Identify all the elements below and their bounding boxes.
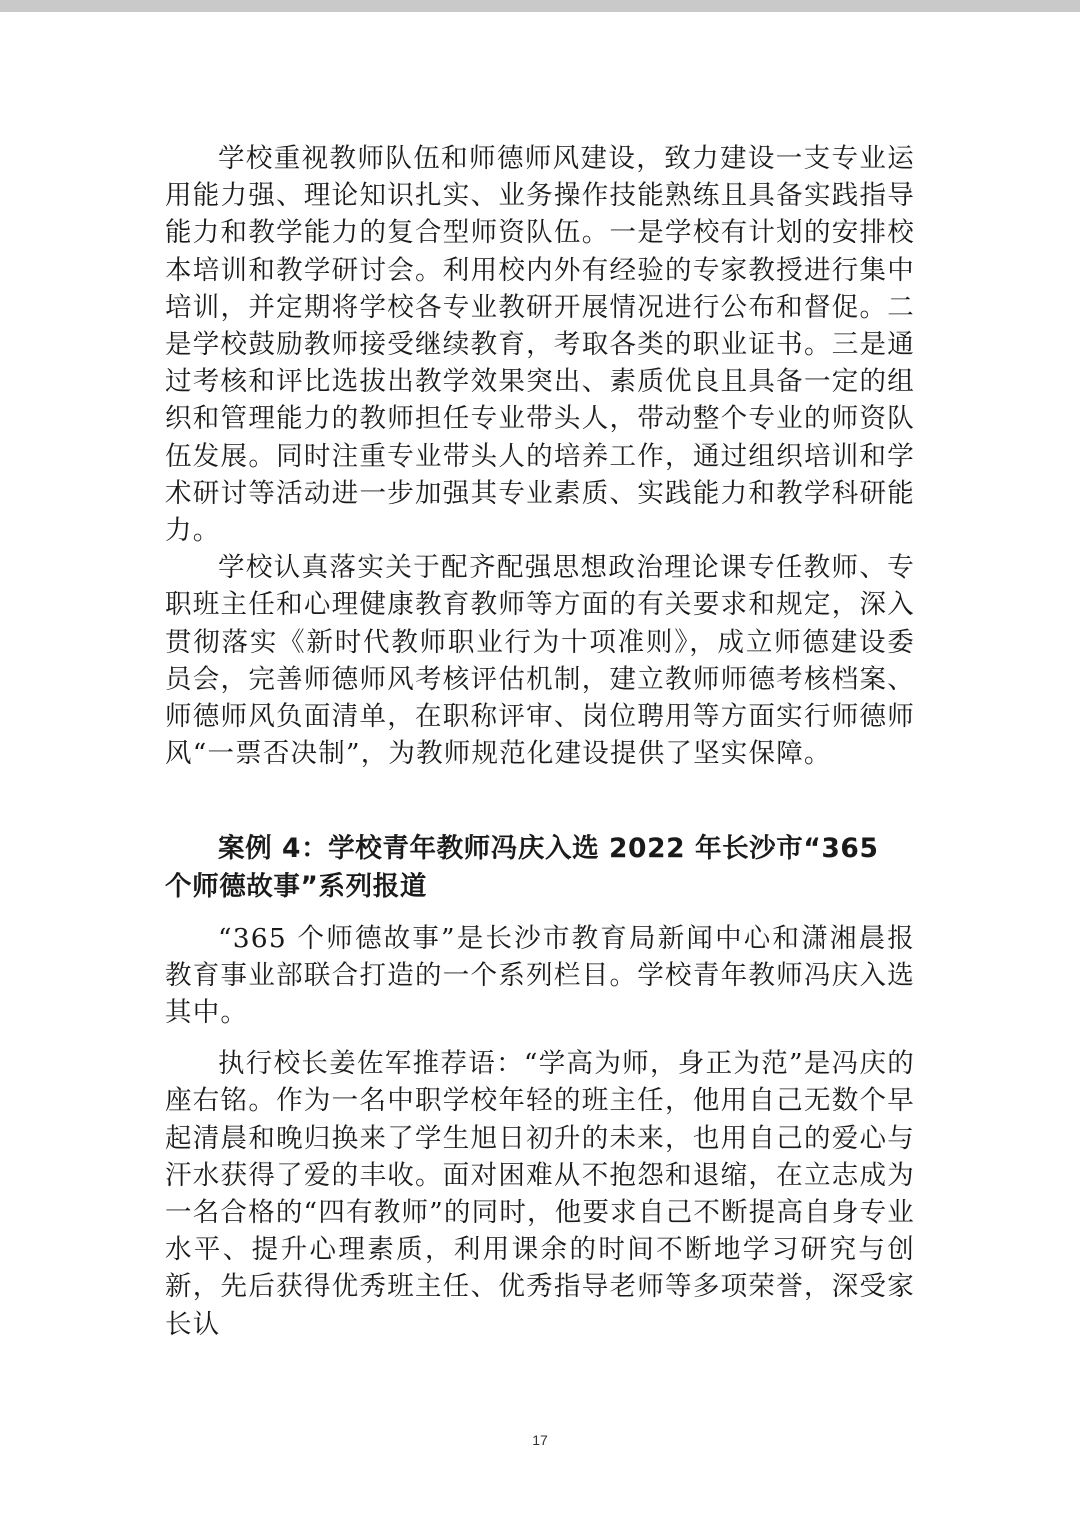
paragraph-ethics-requirements: 学校认真落实关于配齐配强思想政治理论课专任教师、专职班主任和心理健康教育教师等方面的有关要求和规定，深入贯彻落实《新时代教师职业行为十项准则》，成立师德建设委员会，完善师德师风考核评估机制，建立教师师德考核档案、师德师风负面清单，在职称评审、岗位聘用等方面实行师德师风“一票否决制”，为教师规范化建设提供了坚实保障。 [165,552,915,770]
page-top-border [0,0,1080,12]
page-number: 17 [532,1432,548,1448]
paragraph-teacher-team: 学校重视教师队伍和师德师风建设，致力建设一支专业运用能力强、理论知识扎实、业务操作技能熟练且具备实践指导能力和教学能力的复合型师资队伍。一是学校有计划的安排校本培训和教学研讨会。利用校内外有经验的专家教授进行集中培训，并定期将学校各专业教研开展情况进行公布和督促。二是学校鼓励教师接受继续教育，考取各类的职业证书。三是通过考核和评比选拔出教学效果突出、素质优良且具备一定的组织和管理能力的教师担任专业带头人，带动整个专业的师资队伍发展。同时注重专业带头人的培养工作，通过组织培训和学术研讨等活动进一步加强其专业素质、实践能力和教学科研能力。 [165,143,915,547]
case-heading: 案例 4：学校青年教师冯庆入选 2022 年长沙市“365 个师德故事”系列报道 [165,833,879,903]
document-body [165,140,915,1343]
paragraph-case-intro: “365 个师德故事”是长沙市教育局新闻中心和潇湘晨报教育事业部联合打造的一个系列栏目。学校青年教师冯庆入选其中。 [165,922,915,1029]
paragraph-recommendation: 执行校长姜佐军推荐语：“学高为师，身正为范”是冯庆的座右铭。作为一名中职学校年轻的班主任，他用自己无数个早起清晨和晚归换来了学生旭日初升的未来，也用自己的爱心与汗水获得了爱的丰收。面对困难从不抱怨和退缩，在立志成为一名合格的“四有教师”的同时，他要求自己不断提高自身专业水平、提升心理素质，利用课余的时间不断地学习研究与创新，先后获得优秀班主任、优秀指导老师等多项荣誉，深受家长认 [165,1048,915,1340]
